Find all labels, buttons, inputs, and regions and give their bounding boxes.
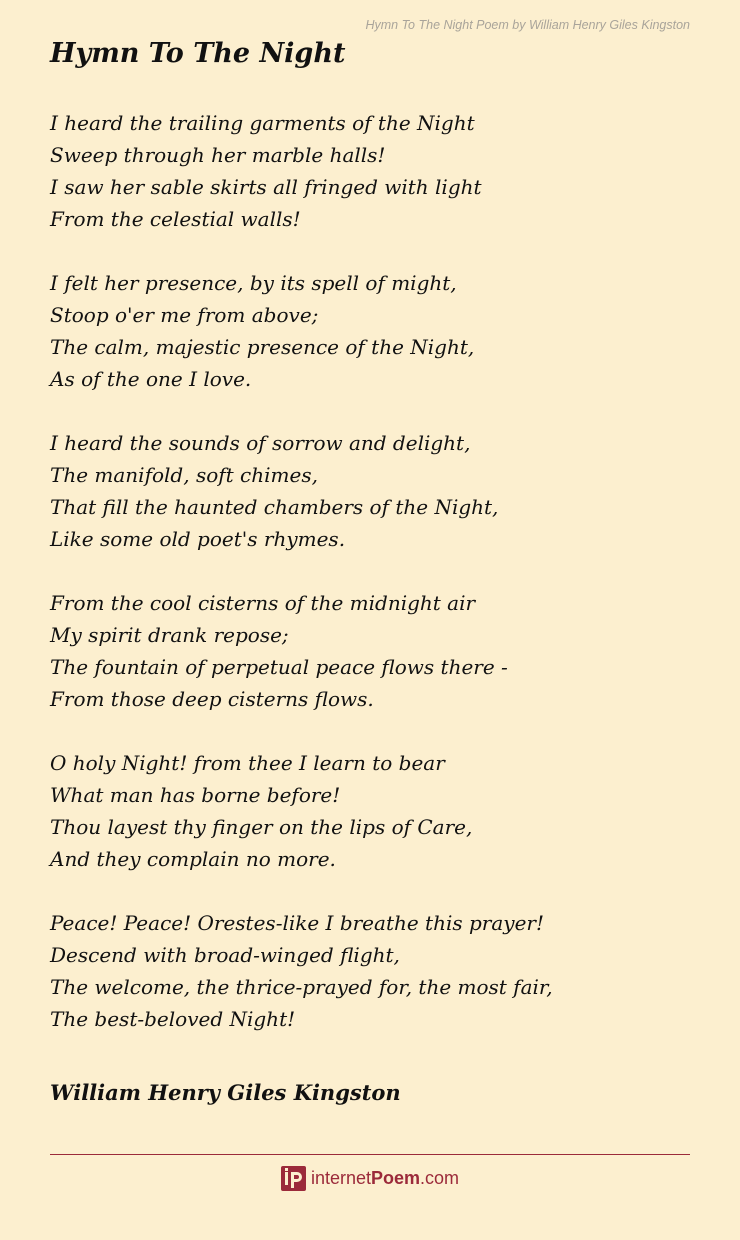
poem-line: Thou layest thy finger on the lips of Care,: [50, 815, 473, 839]
poem-line: The manifold, soft chimes,: [50, 463, 318, 487]
poem-line: Sweep through her marble halls!: [50, 143, 386, 167]
poem-line: Descend with broad-winged flight,: [50, 943, 400, 967]
poem-line: The calm, majestic presence of the Night,: [50, 335, 475, 359]
poem-line: I heard the sounds of sorrow and delight,: [50, 431, 471, 455]
brand-prefix: internet: [310, 1168, 371, 1188]
poem-line: O holy Night! from thee I learn to bear: [50, 751, 445, 775]
poem-body: [50, 107, 700, 1067]
poem-line: From those deep cisterns flows.: [50, 687, 374, 711]
poem-line: I saw her sable skirts all fringed with light: [50, 175, 482, 199]
source-line: Hymn To The Night Poem by William Henry Giles Kingston: [365, 18, 690, 32]
poem-author: William Henry Giles Kingston: [50, 1080, 401, 1105]
poem-line: And they complain no more.: [50, 847, 336, 871]
stanza: [50, 907, 700, 1035]
poem-line: Peace! Peace! Orestes-like I breathe this prayer!: [50, 911, 545, 935]
brand-link[interactable]: [0, 1165, 740, 1191]
stanza: [50, 747, 700, 875]
poem-title: Hymn To The Night: [50, 38, 346, 69]
stanza: [50, 107, 700, 235]
stanza: [50, 587, 700, 715]
poem-line: What man has borne before!: [50, 783, 341, 807]
poem-line: The fountain of perpetual peace flows there -: [50, 655, 508, 679]
brand-name: [311, 1165, 459, 1191]
poem-line: I heard the trailing garments of the Night: [50, 111, 475, 135]
stanza: [50, 427, 700, 555]
brand-strong: Poem: [371, 1168, 421, 1188]
internetpoem-logo-icon: [281, 1166, 306, 1191]
poem-line: My spirit drank repose;: [50, 623, 289, 647]
poem-line: That fill the haunted chambers of the Night,: [50, 495, 499, 519]
poem-line: I felt her presence, by its spell of might,: [50, 271, 457, 295]
poem-line: The welcome, the thrice-prayed for, the most fair,: [50, 975, 553, 999]
poem-line: From the celestial walls!: [50, 207, 301, 231]
poem-line: As of the one I love.: [50, 367, 252, 391]
poem-line: From the cool cisterns of the midnight air: [50, 591, 476, 615]
poem-line: Stoop o'er me from above;: [50, 303, 319, 327]
footer-divider: [50, 1154, 690, 1155]
brand-suffix: .com: [420, 1168, 460, 1188]
poem-line: The best-beloved Night!: [50, 1007, 296, 1031]
stanza: [50, 267, 700, 395]
poem-line: Like some old poet's rhymes.: [50, 527, 346, 551]
